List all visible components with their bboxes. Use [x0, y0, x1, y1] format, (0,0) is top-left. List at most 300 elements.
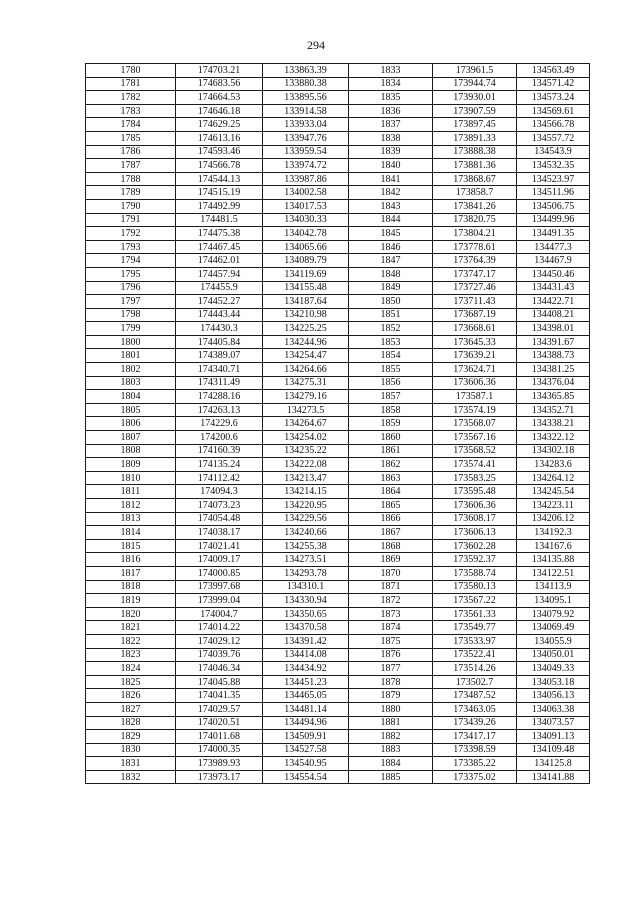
y-coordinate-cell: 134388.73 [517, 349, 590, 363]
x-coordinate-cell: 174405.84 [176, 335, 263, 349]
table-row [86, 363, 590, 377]
point-number-cell: 1796 [86, 281, 176, 295]
y-coordinate-cell: 134398.01 [517, 322, 590, 336]
y-coordinate-cell: 134264.12 [517, 471, 590, 485]
table-row [86, 716, 590, 730]
y-coordinate-cell: 134254.02 [263, 431, 349, 445]
x-coordinate-cell: 174629.25 [176, 118, 263, 132]
x-coordinate-cell: 173727.46 [433, 281, 517, 295]
point-number-cell: 1812 [86, 499, 176, 513]
point-number-cell: 1788 [86, 172, 176, 186]
y-coordinate-cell: 134467.9 [517, 254, 590, 268]
y-coordinate-cell: 134532.35 [517, 159, 590, 173]
y-coordinate-cell: 134491.35 [517, 227, 590, 241]
table-row [86, 580, 590, 594]
y-coordinate-cell: 134213.47 [263, 471, 349, 485]
point-number-cell: 1863 [349, 471, 433, 485]
x-coordinate-cell: 173868.67 [433, 172, 517, 186]
point-number-cell: 1874 [349, 621, 433, 635]
y-coordinate-cell: 134255.38 [263, 539, 349, 553]
point-number-cell: 1869 [349, 553, 433, 567]
point-number-cell: 1815 [86, 539, 176, 553]
x-coordinate-cell: 174457.94 [176, 267, 263, 281]
y-coordinate-cell: 134540.95 [263, 757, 349, 771]
x-coordinate-cell: 174112.42 [176, 471, 263, 485]
x-coordinate-cell: 173778.61 [433, 240, 517, 254]
point-number-cell: 1872 [349, 594, 433, 608]
table-row [86, 689, 590, 703]
point-number-cell: 1875 [349, 634, 433, 648]
table-row [86, 227, 590, 241]
point-number-cell: 1846 [349, 240, 433, 254]
table-row [86, 730, 590, 744]
point-number-cell: 1801 [86, 349, 176, 363]
point-number-cell: 1832 [86, 770, 176, 784]
x-coordinate-cell: 174430.3 [176, 322, 263, 336]
x-coordinate-cell: 173606.13 [433, 526, 517, 540]
table-row [86, 390, 590, 404]
point-number-cell: 1883 [349, 743, 433, 757]
point-number-cell: 1804 [86, 390, 176, 404]
point-number-cell: 1789 [86, 186, 176, 200]
y-coordinate-cell: 134554.54 [263, 770, 349, 784]
x-coordinate-cell: 173574.41 [433, 458, 517, 472]
y-coordinate-cell: 134091.13 [517, 730, 590, 744]
point-number-cell: 1830 [86, 743, 176, 757]
y-coordinate-cell: 134477.3 [517, 240, 590, 254]
table-row [86, 131, 590, 145]
point-number-cell: 1819 [86, 594, 176, 608]
x-coordinate-cell: 174029.12 [176, 634, 263, 648]
point-number-cell: 1855 [349, 363, 433, 377]
point-number-cell: 1800 [86, 335, 176, 349]
x-coordinate-cell: 173606.36 [433, 376, 517, 390]
point-number-cell: 1858 [349, 403, 433, 417]
x-coordinate-cell: 173891.33 [433, 131, 517, 145]
point-number-cell: 1870 [349, 566, 433, 580]
table-row [86, 702, 590, 716]
x-coordinate-cell: 173502.7 [433, 675, 517, 689]
y-coordinate-cell: 134002.58 [263, 186, 349, 200]
x-coordinate-cell: 174073.23 [176, 499, 263, 513]
y-coordinate-cell: 134122.51 [517, 566, 590, 580]
x-coordinate-cell: 174054.48 [176, 512, 263, 526]
y-coordinate-cell: 134279.16 [263, 390, 349, 404]
y-coordinate-cell: 134222.08 [263, 458, 349, 472]
x-coordinate-cell: 174039.76 [176, 648, 263, 662]
x-coordinate-cell: 173398.59 [433, 743, 517, 757]
x-coordinate-cell: 173587.1 [433, 390, 517, 404]
y-coordinate-cell: 133880.38 [263, 77, 349, 91]
x-coordinate-cell: 173961.5 [433, 64, 517, 78]
x-coordinate-cell: 174011.68 [176, 730, 263, 744]
x-coordinate-cell: 173930.01 [433, 91, 517, 105]
point-number-cell: 1810 [86, 471, 176, 485]
table-row [86, 444, 590, 458]
point-number-cell: 1849 [349, 281, 433, 295]
point-number-cell: 1866 [349, 512, 433, 526]
point-number-cell: 1833 [349, 64, 433, 78]
y-coordinate-cell: 134293.78 [263, 566, 349, 580]
table-row [86, 634, 590, 648]
x-coordinate-cell: 173375.02 [433, 770, 517, 784]
x-coordinate-cell: 173561.33 [433, 607, 517, 621]
point-number-cell: 1816 [86, 553, 176, 567]
x-coordinate-cell: 173711.43 [433, 295, 517, 309]
x-coordinate-cell: 174014.22 [176, 621, 263, 635]
y-coordinate-cell: 134451.23 [263, 675, 349, 689]
coordinates-table-body [86, 64, 590, 784]
y-coordinate-cell: 134069.49 [517, 621, 590, 635]
point-number-cell: 1857 [349, 390, 433, 404]
x-coordinate-cell: 173668.61 [433, 322, 517, 336]
y-coordinate-cell: 134264.67 [263, 417, 349, 431]
y-coordinate-cell: 133895.56 [263, 91, 349, 105]
point-number-cell: 1831 [86, 757, 176, 771]
x-coordinate-cell: 173608.17 [433, 512, 517, 526]
x-coordinate-cell: 173907.59 [433, 104, 517, 118]
table-row [86, 213, 590, 227]
y-coordinate-cell: 134302.18 [517, 444, 590, 458]
y-coordinate-cell: 134210.98 [263, 308, 349, 322]
x-coordinate-cell: 173574.19 [433, 403, 517, 417]
point-number-cell: 1841 [349, 172, 433, 186]
point-number-cell: 1847 [349, 254, 433, 268]
y-coordinate-cell: 134381.25 [517, 363, 590, 377]
table-row [86, 417, 590, 431]
x-coordinate-cell: 173897.45 [433, 118, 517, 132]
point-number-cell: 1881 [349, 716, 433, 730]
y-coordinate-cell: 134511.96 [517, 186, 590, 200]
y-coordinate-cell: 134050.01 [517, 648, 590, 662]
point-number-cell: 1818 [86, 580, 176, 594]
point-number-cell: 1835 [349, 91, 433, 105]
y-coordinate-cell: 134214.15 [263, 485, 349, 499]
y-coordinate-cell: 134264.66 [263, 363, 349, 377]
point-number-cell: 1827 [86, 702, 176, 716]
table-row [86, 322, 590, 336]
point-number-cell: 1802 [86, 363, 176, 377]
y-coordinate-cell: 134523.97 [517, 172, 590, 186]
point-number-cell: 1839 [349, 145, 433, 159]
point-number-cell: 1813 [86, 512, 176, 526]
table-row [86, 240, 590, 254]
y-coordinate-cell: 134275.31 [263, 376, 349, 390]
table-row [86, 757, 590, 771]
x-coordinate-cell: 173841.26 [433, 199, 517, 213]
x-coordinate-cell: 173417.17 [433, 730, 517, 744]
x-coordinate-cell: 173944.74 [433, 77, 517, 91]
point-number-cell: 1824 [86, 662, 176, 676]
point-number-cell: 1871 [349, 580, 433, 594]
point-number-cell: 1878 [349, 675, 433, 689]
x-coordinate-cell: 174340.71 [176, 363, 263, 377]
point-number-cell: 1790 [86, 199, 176, 213]
y-coordinate-cell: 133914.58 [263, 104, 349, 118]
x-coordinate-cell: 174683.56 [176, 77, 263, 91]
x-coordinate-cell: 173549.77 [433, 621, 517, 635]
point-number-cell: 1817 [86, 566, 176, 580]
y-coordinate-cell: 134206.12 [517, 512, 590, 526]
y-coordinate-cell: 134109.48 [517, 743, 590, 757]
point-number-cell: 1823 [86, 648, 176, 662]
point-number-cell: 1811 [86, 485, 176, 499]
x-coordinate-cell: 173999.04 [176, 594, 263, 608]
table-row [86, 295, 590, 309]
point-number-cell: 1784 [86, 118, 176, 132]
y-coordinate-cell: 134350.65 [263, 607, 349, 621]
table-row [86, 431, 590, 445]
table-row [86, 403, 590, 417]
table-row [86, 512, 590, 526]
y-coordinate-cell: 134414.08 [263, 648, 349, 662]
x-coordinate-cell: 174443.44 [176, 308, 263, 322]
point-number-cell: 1853 [349, 335, 433, 349]
table-row [86, 458, 590, 472]
y-coordinate-cell: 134273.5 [263, 403, 349, 417]
point-number-cell: 1873 [349, 607, 433, 621]
y-coordinate-cell: 134322.12 [517, 431, 590, 445]
y-coordinate-cell: 134376.04 [517, 376, 590, 390]
point-number-cell: 1783 [86, 104, 176, 118]
point-number-cell: 1859 [349, 417, 433, 431]
x-coordinate-cell: 173606.36 [433, 499, 517, 513]
y-coordinate-cell: 133987.86 [263, 172, 349, 186]
y-coordinate-cell: 134563.49 [517, 64, 590, 78]
y-coordinate-cell: 133947.76 [263, 131, 349, 145]
y-coordinate-cell: 134543.9 [517, 145, 590, 159]
point-number-cell: 1842 [349, 186, 433, 200]
x-coordinate-cell: 174544.13 [176, 172, 263, 186]
x-coordinate-cell: 173567.22 [433, 594, 517, 608]
table-row [86, 662, 590, 676]
x-coordinate-cell: 174462.01 [176, 254, 263, 268]
point-number-cell: 1850 [349, 295, 433, 309]
table-row [86, 267, 590, 281]
x-coordinate-cell: 173568.52 [433, 444, 517, 458]
point-number-cell: 1851 [349, 308, 433, 322]
point-number-cell: 1838 [349, 131, 433, 145]
point-number-cell: 1820 [86, 607, 176, 621]
x-coordinate-cell: 174020.51 [176, 716, 263, 730]
y-coordinate-cell: 134338.21 [517, 417, 590, 431]
x-coordinate-cell: 173858.7 [433, 186, 517, 200]
point-number-cell: 1880 [349, 702, 433, 716]
x-coordinate-cell: 174135.24 [176, 458, 263, 472]
y-coordinate-cell: 134063.38 [517, 702, 590, 716]
y-coordinate-cell: 134049.33 [517, 662, 590, 676]
point-number-cell: 1862 [349, 458, 433, 472]
y-coordinate-cell: 134125.8 [517, 757, 590, 771]
y-coordinate-cell: 134408.21 [517, 308, 590, 322]
y-coordinate-cell: 134465.05 [263, 689, 349, 703]
table-row [86, 145, 590, 159]
x-coordinate-cell: 174046.34 [176, 662, 263, 676]
x-coordinate-cell: 174009.17 [176, 553, 263, 567]
point-number-cell: 1791 [86, 213, 176, 227]
table-row [86, 77, 590, 91]
point-number-cell: 1797 [86, 295, 176, 309]
y-coordinate-cell: 134273.51 [263, 553, 349, 567]
x-coordinate-cell: 173804.21 [433, 227, 517, 241]
y-coordinate-cell: 134055.9 [517, 634, 590, 648]
table-row [86, 485, 590, 499]
point-number-cell: 1843 [349, 199, 433, 213]
y-coordinate-cell: 134370.58 [263, 621, 349, 635]
table-row [86, 594, 590, 608]
table-row [86, 186, 590, 200]
point-number-cell: 1786 [86, 145, 176, 159]
x-coordinate-cell: 174200.6 [176, 431, 263, 445]
y-coordinate-cell: 134509.91 [263, 730, 349, 744]
point-number-cell: 1879 [349, 689, 433, 703]
table-row [86, 675, 590, 689]
table-row [86, 770, 590, 784]
y-coordinate-cell: 134235.22 [263, 444, 349, 458]
y-coordinate-cell: 134079.92 [517, 607, 590, 621]
x-coordinate-cell: 174045.88 [176, 675, 263, 689]
x-coordinate-cell: 173687.19 [433, 308, 517, 322]
table-row [86, 539, 590, 553]
point-number-cell: 1865 [349, 499, 433, 513]
point-number-cell: 1836 [349, 104, 433, 118]
y-coordinate-cell: 134422.71 [517, 295, 590, 309]
x-coordinate-cell: 173514.26 [433, 662, 517, 676]
table-row [86, 499, 590, 513]
x-coordinate-cell: 173533.97 [433, 634, 517, 648]
table-row [86, 199, 590, 213]
table-row [86, 648, 590, 662]
table-row [86, 526, 590, 540]
point-number-cell: 1825 [86, 675, 176, 689]
point-number-cell: 1780 [86, 64, 176, 78]
point-number-cell: 1837 [349, 118, 433, 132]
y-coordinate-cell: 134017.53 [263, 199, 349, 213]
x-coordinate-cell: 173487.52 [433, 689, 517, 703]
y-coordinate-cell: 134569.61 [517, 104, 590, 118]
table-row [86, 159, 590, 173]
y-coordinate-cell: 134229.56 [263, 512, 349, 526]
y-coordinate-cell: 134167.6 [517, 539, 590, 553]
y-coordinate-cell: 134065.66 [263, 240, 349, 254]
table-row [86, 553, 590, 567]
y-coordinate-cell: 134056.13 [517, 689, 590, 703]
table-row [86, 349, 590, 363]
table-row [86, 118, 590, 132]
y-coordinate-cell: 134089.79 [263, 254, 349, 268]
point-number-cell: 1852 [349, 322, 433, 336]
y-coordinate-cell: 134042.78 [263, 227, 349, 241]
y-coordinate-cell: 134566.78 [517, 118, 590, 132]
point-number-cell: 1781 [86, 77, 176, 91]
x-coordinate-cell: 174229.6 [176, 417, 263, 431]
y-coordinate-cell: 134135.88 [517, 553, 590, 567]
x-coordinate-cell: 173568.07 [433, 417, 517, 431]
x-coordinate-cell: 173747.17 [433, 267, 517, 281]
y-coordinate-cell: 134481.14 [263, 702, 349, 716]
x-coordinate-cell: 174263.13 [176, 403, 263, 417]
y-coordinate-cell: 134254.47 [263, 349, 349, 363]
y-coordinate-cell: 133959.54 [263, 145, 349, 159]
point-number-cell: 1785 [86, 131, 176, 145]
x-coordinate-cell: 174646.18 [176, 104, 263, 118]
y-coordinate-cell: 134506.75 [517, 199, 590, 213]
y-coordinate-cell: 134310.1 [263, 580, 349, 594]
point-number-cell: 1795 [86, 267, 176, 281]
y-coordinate-cell: 134365.85 [517, 390, 590, 404]
x-coordinate-cell: 173997.68 [176, 580, 263, 594]
y-coordinate-cell: 134220.95 [263, 499, 349, 513]
x-coordinate-cell: 174452.27 [176, 295, 263, 309]
y-coordinate-cell: 134245.54 [517, 485, 590, 499]
x-coordinate-cell: 174288.16 [176, 390, 263, 404]
point-number-cell: 1845 [349, 227, 433, 241]
y-coordinate-cell: 134225.25 [263, 322, 349, 336]
point-number-cell: 1882 [349, 730, 433, 744]
y-coordinate-cell: 134030.33 [263, 213, 349, 227]
y-coordinate-cell: 134187.64 [263, 295, 349, 309]
table-row [86, 743, 590, 757]
point-number-cell: 1854 [349, 349, 433, 363]
y-coordinate-cell: 134499.96 [517, 213, 590, 227]
x-coordinate-cell: 173764.39 [433, 254, 517, 268]
point-number-cell: 1867 [349, 526, 433, 540]
point-number-cell: 1822 [86, 634, 176, 648]
x-coordinate-cell: 174515.19 [176, 186, 263, 200]
x-coordinate-cell: 173989.93 [176, 757, 263, 771]
x-coordinate-cell: 174467.45 [176, 240, 263, 254]
point-number-cell: 1834 [349, 77, 433, 91]
y-coordinate-cell: 133933.04 [263, 118, 349, 132]
x-coordinate-cell: 173385.22 [433, 757, 517, 771]
table-row [86, 376, 590, 390]
table-row [86, 566, 590, 580]
x-coordinate-cell: 173567.16 [433, 431, 517, 445]
x-coordinate-cell: 174481.5 [176, 213, 263, 227]
point-number-cell: 1828 [86, 716, 176, 730]
y-coordinate-cell: 134073.57 [517, 716, 590, 730]
x-coordinate-cell: 173820.75 [433, 213, 517, 227]
x-coordinate-cell: 174041.35 [176, 689, 263, 703]
x-coordinate-cell: 174004.7 [176, 607, 263, 621]
point-number-cell: 1868 [349, 539, 433, 553]
x-coordinate-cell: 173881.36 [433, 159, 517, 173]
point-number-cell: 1821 [86, 621, 176, 635]
x-coordinate-cell: 174613.16 [176, 131, 263, 145]
point-number-cell: 1806 [86, 417, 176, 431]
table-row [86, 172, 590, 186]
x-coordinate-cell: 173888.38 [433, 145, 517, 159]
y-coordinate-cell: 134223.11 [517, 499, 590, 513]
y-coordinate-cell: 133974.72 [263, 159, 349, 173]
point-number-cell: 1787 [86, 159, 176, 173]
x-coordinate-cell: 173522.41 [433, 648, 517, 662]
coordinates-table [85, 63, 590, 784]
table-row [86, 607, 590, 621]
y-coordinate-cell: 134571.42 [517, 77, 590, 91]
x-coordinate-cell: 174000.85 [176, 566, 263, 580]
table-row [86, 471, 590, 485]
table-row [86, 254, 590, 268]
y-coordinate-cell: 134391.42 [263, 634, 349, 648]
y-coordinate-cell: 134113.9 [517, 580, 590, 594]
x-coordinate-cell: 173624.71 [433, 363, 517, 377]
y-coordinate-cell: 134352.71 [517, 403, 590, 417]
table-row [86, 308, 590, 322]
table-row [86, 91, 590, 105]
x-coordinate-cell: 174160.39 [176, 444, 263, 458]
point-number-cell: 1885 [349, 770, 433, 784]
